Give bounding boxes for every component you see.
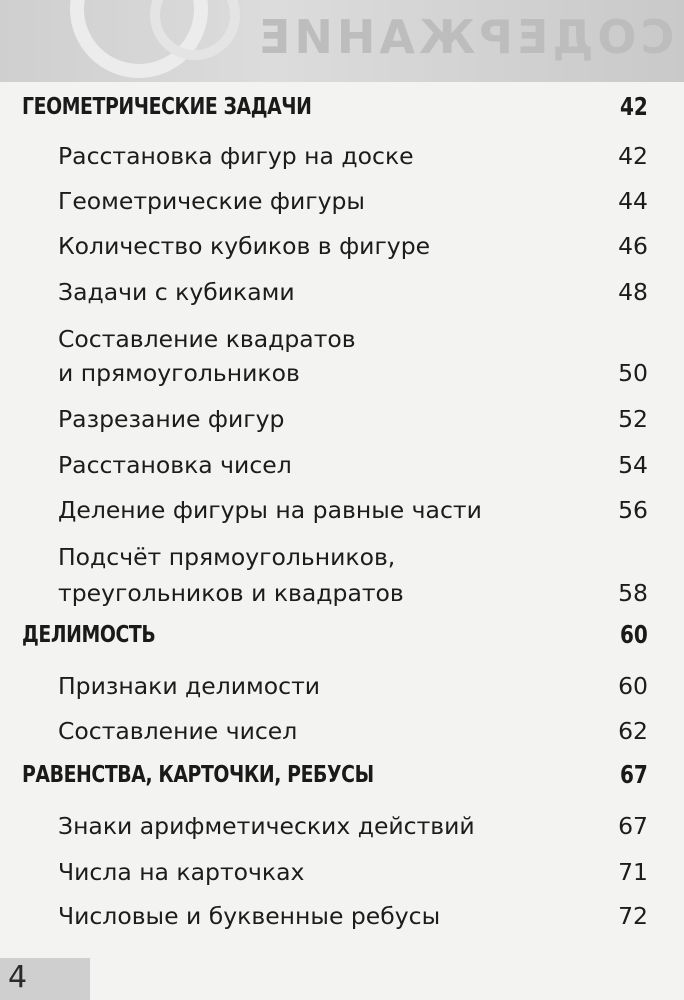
item-page: 46	[618, 232, 648, 260]
toc-item[interactable]	[0, 493, 684, 527]
item-label: Расстановка фигур на доске	[58, 142, 414, 170]
item-page: 67	[618, 812, 648, 840]
item-label: Геометрические фигуры	[58, 187, 365, 215]
item-page: 62	[618, 717, 648, 745]
item-page: 54	[618, 451, 648, 479]
item-label-line-1: Подсчёт прямоугольников,	[58, 543, 396, 571]
toc-item[interactable]	[0, 229, 684, 263]
ghost-title: СОДЕРЖАНИЕ	[254, 10, 674, 64]
toc-item[interactable]	[0, 356, 684, 390]
item-page: 52	[618, 405, 648, 433]
item-page: 44	[618, 187, 648, 215]
item-label: Деление фигуры на равные части	[58, 496, 482, 524]
item-label-line-1: Составление квадратов	[58, 325, 356, 353]
toc-item[interactable]	[0, 669, 684, 703]
toc-item[interactable]	[0, 322, 684, 356]
item-page: 42	[618, 142, 648, 170]
toc-item[interactable]	[0, 448, 684, 482]
section-page: 42	[620, 92, 648, 121]
item-label: Числовые и буквенные ребусы	[58, 902, 441, 930]
item-page: 50	[618, 359, 648, 387]
item-page: 60	[618, 672, 648, 700]
section-page: 60	[620, 620, 648, 649]
toc-item[interactable]	[0, 714, 684, 748]
toc-item[interactable]	[0, 275, 684, 309]
toc-item[interactable]	[0, 402, 684, 436]
item-label: Знаки арифметических действий	[58, 812, 475, 840]
item-label: Составление чисел	[58, 717, 298, 745]
toc-item[interactable]	[0, 855, 684, 889]
item-label-line-2: и прямоугольников	[58, 359, 300, 387]
item-page: 56	[618, 496, 648, 524]
toc-item[interactable]	[0, 576, 684, 610]
page-number: 4	[8, 960, 28, 995]
item-label: Количество кубиков в фигуре	[58, 232, 431, 260]
toc-item[interactable]	[0, 540, 684, 574]
toc-section-geometry[interactable]	[0, 92, 684, 126]
toc-section-divisibility[interactable]	[0, 620, 684, 654]
item-label: Признаки делимости	[58, 672, 321, 700]
toc-item[interactable]	[0, 899, 684, 933]
section-title: РАВЕНСТВА, КАРТОЧКИ, РЕБУСЫ	[22, 762, 374, 788]
toc-item[interactable]	[0, 184, 684, 218]
item-label: Задачи с кубиками	[58, 278, 295, 306]
toc-item[interactable]	[0, 809, 684, 843]
section-title: ГЕОМЕТРИЧЕСКИЕ ЗАДАЧИ	[22, 94, 312, 120]
item-label-line-2: треугольников и квадратов	[58, 579, 404, 607]
item-page: 48	[618, 278, 648, 306]
item-page: 72	[618, 902, 648, 930]
item-page: 58	[618, 579, 648, 607]
item-label: Разрезание фигур	[58, 405, 285, 433]
item-label: Расстановка чисел	[58, 451, 292, 479]
section-title: ДЕЛИМОСТЬ	[22, 622, 156, 648]
section-page: 67	[620, 760, 648, 789]
item-label: Числа на карточках	[58, 858, 305, 886]
toc-item[interactable]	[0, 139, 684, 173]
toc-section-equalities[interactable]	[0, 760, 684, 794]
page-number-box	[0, 958, 90, 1000]
item-page: 71	[618, 858, 648, 886]
